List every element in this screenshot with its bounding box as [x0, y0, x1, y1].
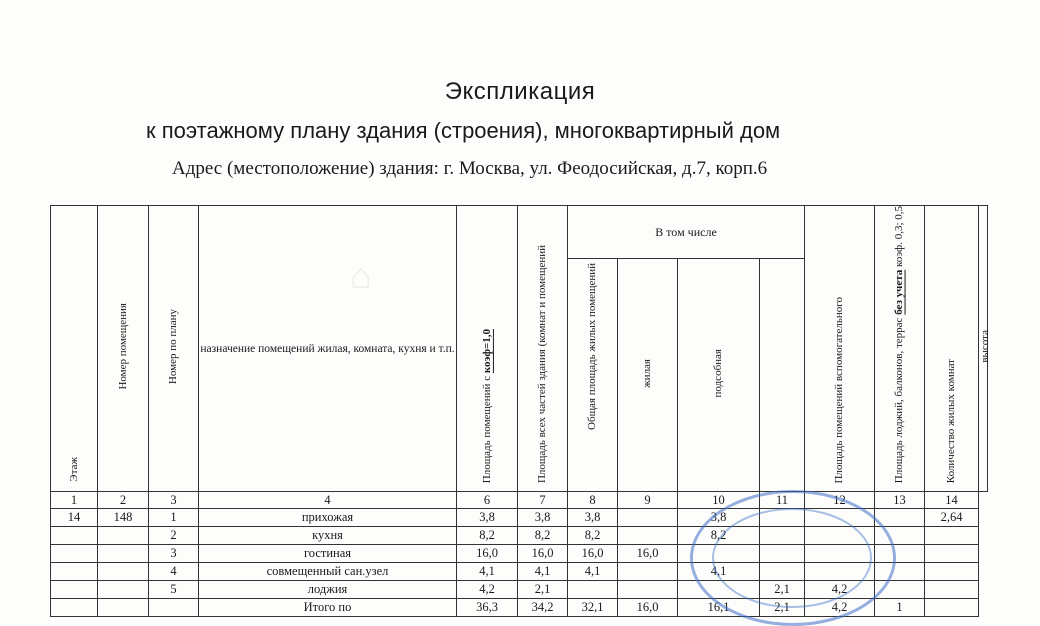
table-cell: 2,1 — [760, 599, 805, 617]
table-cell: 16,0 — [618, 599, 678, 617]
room-purpose-cell: гостиная — [199, 545, 457, 563]
table-cell: 2,64 — [925, 509, 979, 527]
table-cell: 4,1 — [518, 563, 568, 581]
table-cell — [51, 563, 98, 581]
table-cell — [98, 527, 149, 545]
column-index-cell: 11 — [760, 492, 805, 509]
table-row — [51, 599, 988, 617]
table-cell — [760, 563, 805, 581]
room-purpose-cell: лоджия — [199, 581, 457, 599]
column-index-cell: 13 — [875, 492, 925, 509]
table-cell — [149, 599, 199, 617]
column-index-cell: 6 — [457, 492, 518, 509]
header-total-living: Общая площадь жилых помещений — [568, 259, 618, 492]
table-cell: 8,2 — [568, 527, 618, 545]
header-rooms-count: Количество жилых комнат — [925, 206, 979, 492]
room-purpose-cell: совмещенный сан.узел — [199, 563, 457, 581]
table-cell — [925, 563, 979, 581]
table-cell: 5 — [149, 581, 199, 599]
table-cell: 4,1 — [568, 563, 618, 581]
table-cell: 14 — [51, 509, 98, 527]
column-index-cell: 14 — [925, 492, 979, 509]
watermark: ⌂ — [350, 255, 372, 296]
table-cell: 4,2 — [457, 581, 518, 599]
table-cell — [98, 563, 149, 581]
table-cell — [875, 563, 925, 581]
table-row — [51, 563, 988, 581]
table-cell: 8,2 — [457, 527, 518, 545]
table-row — [51, 509, 988, 527]
table-row — [51, 545, 988, 563]
table-cell: 16,1 — [678, 599, 760, 617]
table-cell — [805, 509, 875, 527]
table-cell — [760, 509, 805, 527]
table-cell — [805, 545, 875, 563]
table-cell — [875, 545, 925, 563]
header-loggia-area: Площадь лоджий, балконов, террас без учета коэф. 0,3; 0,5 — [875, 206, 925, 492]
table-cell: 16,0 — [457, 545, 518, 563]
header-living: жилая — [618, 259, 678, 492]
table-row — [51, 527, 988, 545]
table-cell — [875, 581, 925, 599]
table-cell — [618, 509, 678, 527]
table-cell: 3 — [149, 545, 199, 563]
table-cell: 16,0 — [518, 545, 568, 563]
column-index-cell: 2 — [98, 492, 149, 509]
table-cell: 3,8 — [457, 509, 518, 527]
table-cell — [98, 581, 149, 599]
table-cell: 1 — [149, 509, 199, 527]
table-cell — [51, 545, 98, 563]
table-cell — [875, 527, 925, 545]
table-cell: 16,0 — [618, 545, 678, 563]
table-cell — [805, 563, 875, 581]
document-title: Экспликация — [444, 78, 596, 105]
table-cell: 34,2 — [518, 599, 568, 617]
room-purpose-cell: прихожая — [199, 509, 457, 527]
table-cell: 3,8 — [568, 509, 618, 527]
header-auxiliary: подсобная — [678, 259, 760, 492]
table-cell: 16,0 — [568, 545, 618, 563]
column-index-cell: 1 — [51, 492, 98, 509]
header-including: В том числе — [568, 206, 805, 259]
table-cell — [925, 545, 979, 563]
table-cell: 8,2 — [518, 527, 568, 545]
table-cell: 2 — [149, 527, 199, 545]
column-index-cell: 10 — [678, 492, 760, 509]
table-cell: 3,8 — [518, 509, 568, 527]
table-cell — [618, 581, 678, 599]
table-row — [51, 581, 988, 599]
room-purpose-cell: Итого по — [199, 599, 457, 617]
column-index-cell: 3 — [149, 492, 199, 509]
table-cell: 4,1 — [457, 563, 518, 581]
column-index-cell: 7 — [518, 492, 568, 509]
table-cell — [678, 581, 760, 599]
column-index-cell: 9 — [618, 492, 678, 509]
table-cell — [760, 545, 805, 563]
table-cell — [678, 545, 760, 563]
table-cell: 2,1 — [760, 581, 805, 599]
header-premises-number: Номер помещения — [98, 206, 149, 492]
table-cell — [925, 581, 979, 599]
table-cell — [98, 599, 149, 617]
table-cell: 8,2 — [678, 527, 760, 545]
table-cell — [51, 527, 98, 545]
table-cell — [51, 581, 98, 599]
table-cell: 4,1 — [678, 563, 760, 581]
table-cell — [51, 599, 98, 617]
room-purpose-cell: кухня — [199, 527, 457, 545]
header-area-coef: Площадь помещений с коэф=1,0 — [457, 206, 518, 492]
table-cell — [925, 527, 979, 545]
table-cell — [925, 599, 979, 617]
table-cell: 2,1 — [518, 581, 568, 599]
header-purpose: назначение помещений жилая, комната, кухня и т.п. — [199, 206, 457, 492]
table-cell: 4,2 — [805, 599, 875, 617]
column-index-cell: 8 — [568, 492, 618, 509]
table-cell: 36,3 — [457, 599, 518, 617]
explication-table — [50, 205, 991, 617]
column-index-row — [51, 492, 988, 509]
building-address: Адрес (местоположение) здания: г. Москва, ул. Феодосийская, д.7, корп.6 — [172, 158, 768, 179]
table-cell — [618, 527, 678, 545]
table-cell: 32,1 — [568, 599, 618, 617]
header-plan-number: Номер по плану — [149, 206, 199, 492]
table-cell — [568, 581, 618, 599]
table-cell — [618, 563, 678, 581]
document-subtitle: к поэтажному плану здания (строения), многоквартирный дом — [146, 118, 781, 143]
table-cell — [760, 527, 805, 545]
table-cell: 3,8 — [678, 509, 760, 527]
header-support-area: Площадь помещений вспомогательного — [805, 206, 875, 492]
table-cell: 4,2 — [805, 581, 875, 599]
header-height: высота — [979, 206, 988, 492]
header-total-parts-area: Площадь всех частей здания (комнат и помещений — [518, 206, 568, 492]
column-index-cell: 4 — [199, 492, 457, 509]
table-cell: 1 — [875, 599, 925, 617]
table-cell — [98, 545, 149, 563]
table-cell: 148 — [98, 509, 149, 527]
table-cell: 4 — [149, 563, 199, 581]
table-cell — [875, 509, 925, 527]
header-floor: Этаж — [51, 206, 98, 492]
table-cell — [805, 527, 875, 545]
column-index-cell: 12 — [805, 492, 875, 509]
